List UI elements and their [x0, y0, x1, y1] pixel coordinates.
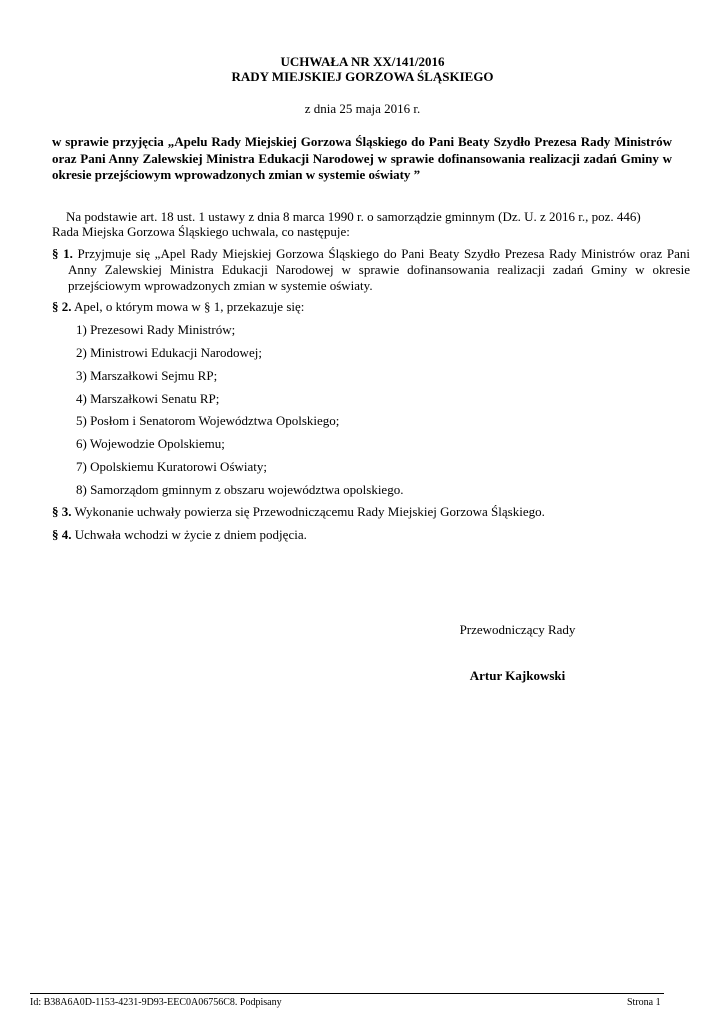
- recipient-item: 6) Wojewodzie Opolskiemu;: [76, 436, 225, 451]
- legal-basis: Na podstawie art. 18 ust. 1 ustawy z dnia 8 marca 1990 r. o samorządzie gminnym (Dz. U. z 2016 r., poz. 446): [66, 209, 641, 224]
- section-3-text: Wykonanie uchwały powierza się Przewodniczącemu Rady Miejskiej Gorzowa Śląskiego.: [74, 504, 545, 519]
- signature-role: Przewodniczący Rady: [459, 622, 576, 637]
- document-subject: w sprawie przyjęcia „Apelu Rady Miejskiej Gorzowa Śląskiego do Pani Beaty Szydło Prezesa Rady Ministrów oraz Pani Anny Zalewskiej Ministra Edukacji Narodowej w sprawie dofinansowania realizacji zadań Gminy w okresie przejściowym wprowadzonych zmian w systemie oświaty ”: [52, 134, 672, 182]
- recipient-item: 5) Posłom i Senatorom Województwa Opolskiego;: [76, 413, 340, 428]
- section-4-text: Uchwała wchodzi w życie z dniem podjęcia.: [74, 527, 307, 542]
- recipient-item: 3) Marszałkowi Sejmu RP;: [76, 368, 218, 383]
- section-2: [52, 299, 674, 315]
- section-4: [52, 527, 674, 543]
- section-4-number: § 4.: [52, 527, 72, 542]
- recipient-item: 1) Prezesowi Rady Ministrów;: [76, 322, 236, 337]
- footer-page-number: Strona 1: [627, 997, 661, 1008]
- section-1: [52, 246, 690, 294]
- recipient-item: 7) Opolskiemu Kuratorowi Oświaty;: [76, 459, 268, 474]
- section-2-number: § 2.: [52, 299, 72, 314]
- section-3-number: § 3.: [52, 504, 72, 519]
- section-2-text: Apel, o którym mowa w § 1, przekazuje się:: [74, 299, 305, 314]
- footer-divider: [30, 993, 664, 994]
- section-1-number: § 1.: [52, 246, 73, 261]
- signature-name: Artur Kajkowski: [469, 668, 566, 683]
- document-title: UCHWAŁA NR XX/141/2016: [280, 54, 445, 69]
- section-3: [52, 504, 674, 520]
- recipient-item: 8) Samorządom gminnym z obszaru województwa opolskiego.: [76, 482, 404, 497]
- legal-basis-resolution: Rada Miejska Gorzowa Śląskiego uchwala, co następuje:: [52, 224, 350, 239]
- section-1-text: Przyjmuje się „Apel Rady Miejskiej Gorzowa Śląskiego do Pani Beaty Szydło Prezesa Rady Ministrów oraz Pani Anny Zalewskiej Ministra Edukacji Narodowej w sprawie dofinansowania realizacji zadań Gminy w okresie przejściowym wprowadzonych zmian w systemie oświaty.: [68, 246, 691, 293]
- footer-document-id: Id: B38A6A0D-1153-4231-9D93-EEC0A06756C8. Podpisany: [30, 997, 282, 1008]
- document-date: z dnia 25 maja 2016 r.: [304, 101, 421, 116]
- recipient-item: 4) Marszałkowi Senatu RP;: [76, 391, 220, 406]
- recipient-item: 2) Ministrowi Edukacji Narodowej;: [76, 345, 262, 360]
- document-issuer: RADY MIEJSKIEJ GORZOWA ŚLĄSKIEGO: [231, 69, 494, 84]
